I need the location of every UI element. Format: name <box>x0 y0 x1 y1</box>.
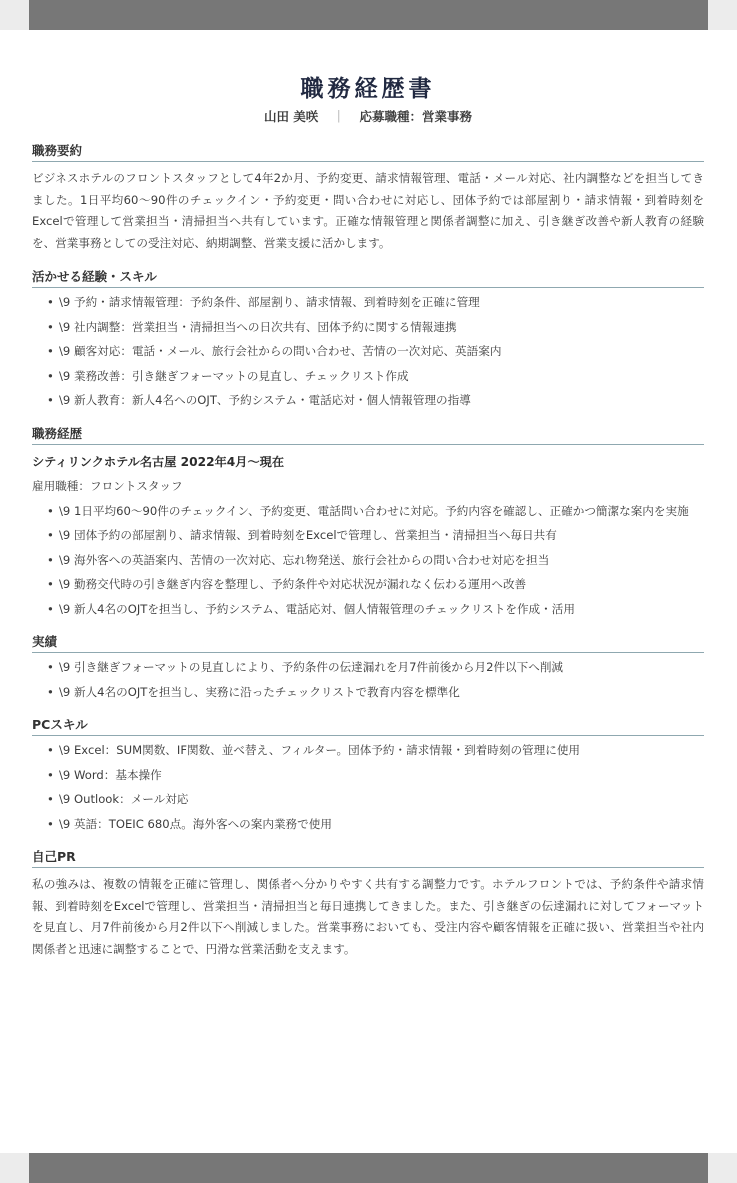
section-heading-pc-skills: PCスキル <box>32 715 704 736</box>
bullet: • <box>47 743 54 757</box>
list-item <box>32 550 704 571</box>
marker: \9 <box>59 503 74 518</box>
bullet: • <box>47 344 54 358</box>
bullet: • <box>47 767 54 782</box>
list-item-text: 引き継ぎフォーマットの見直しにより、予約条件の伝達漏れを月7件前後から月2件以下へ削減 <box>73 660 564 674</box>
list-item <box>32 390 704 411</box>
marker: \9 <box>59 368 74 383</box>
bullet: • <box>47 601 54 616</box>
employment-role: 雇用職種：フロントスタッフ <box>32 478 183 493</box>
marker: \9 <box>59 684 74 699</box>
section-heading-history: 職務経歴 <box>32 424 704 445</box>
pc-skills-list <box>32 740 704 834</box>
list-item <box>32 657 704 678</box>
list-item <box>32 765 704 786</box>
section-heading-skills: 活かせる経験・スキル <box>32 267 704 288</box>
applicant-name: 山田 美咲 <box>263 109 319 124</box>
marker: \9 <box>59 344 74 358</box>
bullet: • <box>47 816 54 831</box>
bullet: • <box>47 552 54 567</box>
company-heading: シティリンクホテル名古屋 2022年4月〜現在 <box>32 454 285 469</box>
list-item-text: 勤務交代時の引き継ぎ内容を整理し、予約条件や対応状況が漏れなく伝わる運用へ改善 <box>73 577 527 591</box>
skills-list <box>32 292 704 411</box>
list-item-text: 新人4名のOJTを担当し、実務に沿ったチェックリストで教育内容を標準化 <box>73 684 460 699</box>
list-item-text: Word：基本操作 <box>73 767 162 782</box>
bullet: • <box>47 792 54 806</box>
bullet: • <box>47 660 54 674</box>
list-item-text: 新人教育：新人4名へのOJT、予約システム・電話応対・個人情報管理の指導 <box>73 393 471 407</box>
list-item <box>32 366 704 387</box>
summary-text: ビジネスホテルのフロントスタッフとして4年2か月、予約変更、請求情報管理、電話・メール対応、社内調整などを担当してきました。1日平均60〜90件のチェックイン・予約変更・問い合わせに対応し、団体予約では部屋割り・請求情報・到着時刻をExcelで管理して営業担当・清掃担当へ共有しています。正確な情報管理と関係者調整に加え、引き継ぎ改善や新人教育の経験を、営業事務としての受注対応、納期調整、営業支援に活かします。 <box>32 171 704 250</box>
list-item <box>32 740 704 761</box>
viewer-top-bar <box>0 0 737 30</box>
marker: \9 <box>59 816 74 831</box>
section-heading-self-pr: 自己PR <box>32 847 704 868</box>
list-item <box>32 789 704 810</box>
marker: \9 <box>59 577 74 591</box>
section-heading-achievements: 実績 <box>32 632 704 653</box>
marker: \9 <box>59 295 74 309</box>
marker: \9 <box>59 767 74 782</box>
achievements-list <box>32 657 704 702</box>
list-item <box>32 341 704 362</box>
self-pr-text: 私の強みは、複数の情報を正確に管理し、関係者へ分かりやすく共有する調整力です。ホテルフロントでは、予約条件や請求情報、到着時刻をExcelで管理し、営業担当・清掃担当と毎日連携してきました。また、引き継ぎの伝達漏れに対してフォーマットを見直し、月7件前後から月2件以下へ削減しました。営業事務においても、受注内容や顧客情報を正確に扱い、営業担当や社内関係者と迅速に調整することで、円滑な営業活動を支えます。 <box>32 877 704 956</box>
bullet: • <box>47 577 54 591</box>
marker: \9 <box>59 743 74 757</box>
viewer-top-bar-inner <box>29 0 708 30</box>
bullet: • <box>47 295 54 309</box>
list-item-text: 業務改善：引き継ぎフォーマットの見直し、チェックリスト作成 <box>73 368 409 383</box>
marker: \9 <box>59 528 74 542</box>
bullet: • <box>47 368 54 383</box>
bullet: • <box>47 684 54 699</box>
page-title: 職務経歴書 <box>300 76 436 102</box>
list-item-text: 社内調整：営業担当・清掃担当への日次共有、団体予約に関する情報連携 <box>73 319 457 334</box>
list-item-text: 英語：TOEIC 680点。海外客への案内業務で使用 <box>73 816 332 831</box>
marker: \9 <box>59 393 74 407</box>
list-item-text: 新人4名のOJTを担当し、予約システム、電話応対、個人情報管理のチェックリストを作成・活用 <box>73 601 575 616</box>
list-item-text: 1日平均60〜90件のチェックイン、予約変更、電話問い合わせに対応。予約内容を確認し、正確かつ簡潔な案内を実施 <box>73 503 689 518</box>
viewer-bottom-bar-inner <box>29 1153 708 1183</box>
bullet: • <box>47 503 54 518</box>
list-item <box>32 525 704 546</box>
list-item <box>32 574 704 595</box>
separator: ｜ <box>332 109 346 124</box>
marker: \9 <box>59 552 74 567</box>
bullet: • <box>47 319 54 334</box>
marker: \9 <box>59 792 74 806</box>
list-item <box>32 292 704 313</box>
list-item-text: 団体予約の部屋割り、請求情報、到着時刻をExcelで管理し、営業担当・清掃担当へ毎日共有 <box>73 528 557 542</box>
section-heading-summary: 職務要約 <box>32 141 704 162</box>
list-item-text: 予約・請求情報管理：予約条件、部屋割り、請求情報、到着時刻を正確に管理 <box>73 295 480 309</box>
history-list <box>32 501 704 620</box>
marker: \9 <box>59 660 74 674</box>
list-item-text: 海外客への英語案内、苦情の一次対応、忘れ物発送、旅行会社からの問い合わせ対応を担当 <box>73 552 550 567</box>
list-item-text: 顧客対応：電話・メール、旅行会社からの問い合わせ、苦情の一次対応、英語案内 <box>73 344 502 358</box>
marker: \9 <box>59 319 74 334</box>
applied-position: 応募職種：営業事務 <box>359 109 473 124</box>
marker: \9 <box>59 601 74 616</box>
resume-page <box>32 74 704 960</box>
viewer-bottom-bar <box>0 1153 737 1183</box>
list-item <box>32 682 704 703</box>
bullet: • <box>47 528 54 542</box>
list-item <box>32 501 704 522</box>
applicant-line <box>32 106 704 128</box>
list-item <box>32 814 704 835</box>
list-item-text: Excel：SUM関数、IF関数、並べ替え、フィルター。団体予約・請求情報・到着時刻の管理に使用 <box>73 743 581 757</box>
list-item <box>32 599 704 620</box>
list-item-text: Outlook：メール対応 <box>73 792 189 806</box>
list-item <box>32 317 704 338</box>
bullet: • <box>47 393 54 407</box>
